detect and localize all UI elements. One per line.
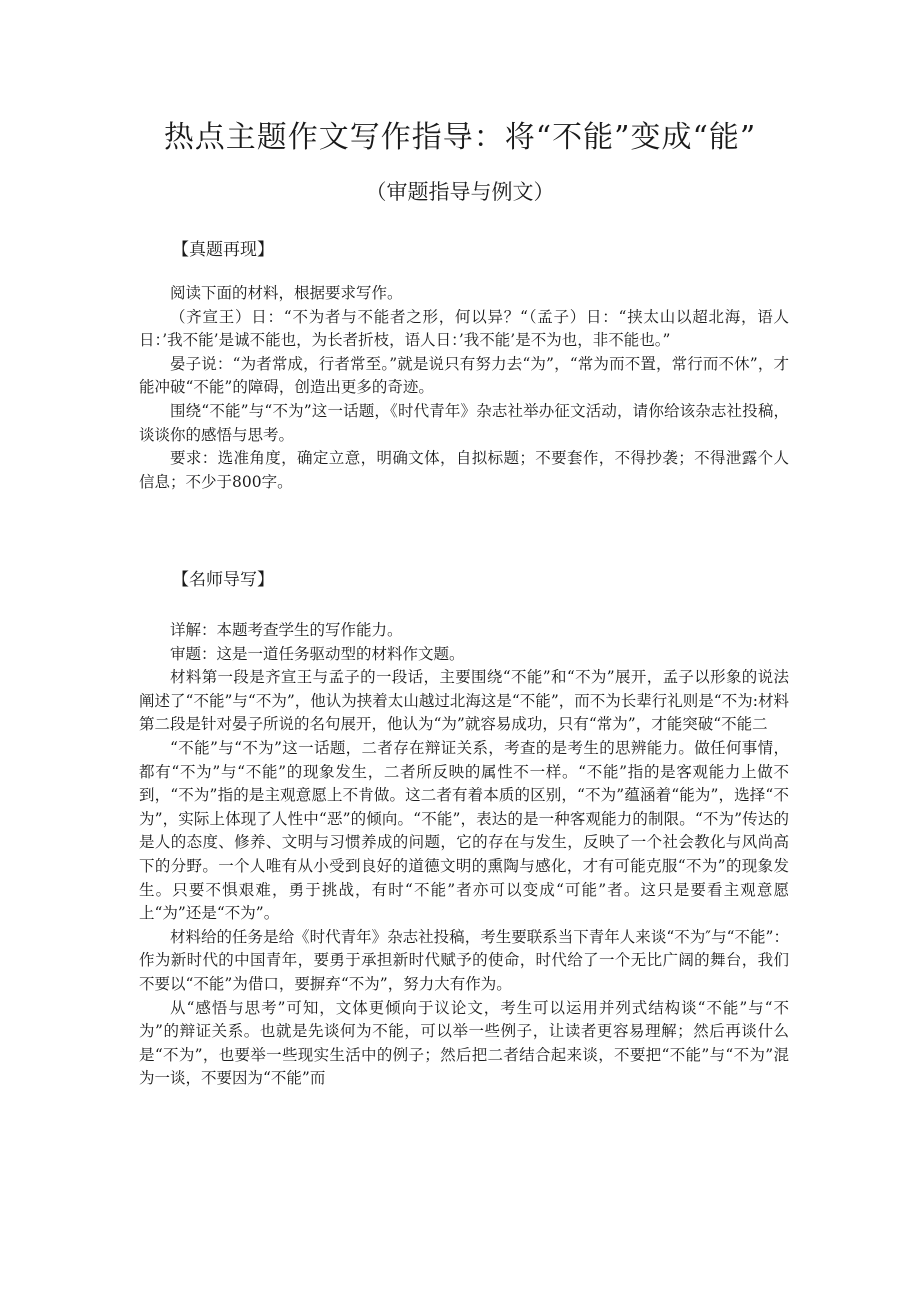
section-teacher-guide-body [139,619,789,1091]
paragraph: 材料给的任务是给《时代青年》杂志社投稿，考生要联系当下青年人来谈“不为″与“不能”：作为新时代的中国青年，要勇于承担新时代赋予的使命，时代给了一个无比广阔的舞台，我们不要以“不能”为借口，要摒弃“不为”，努力大有作为。 [139,927,789,993]
paragraph: 阅读下面的材料，根据要求写作。 [170,284,403,302]
paragraph: 审题：这是一道任务驱动型的材料作文题。 [170,644,465,663]
paragraph: 要求：选准角度，确定立意，明确文体，自拟标题；不要套作，不得抄袭；不得泄露个人信息；不少于800字。 [139,449,789,491]
document-title: 热点主题作文写作指导：将“不能”变成“能” [163,120,757,155]
paragraph: （齐宣王）日：“不为者与不能者之形，何以异？“（孟子）日：“挟太山以超北海，语人日：’我不能’是诚不能也，为长者折枝，语人日：’我不能’是不为也，非不能也。” [139,307,789,350]
section-heading-real-exam: 【真题再现】 [172,240,274,260]
section-real-exam-body [139,282,789,494]
paragraph: 详解：本题考查学生的写作能力。 [170,621,403,639]
paragraph: 材料第一段是齐宣王与孟子的一段话，主要围绕“不能”和“不为”展开，孟子以形象的说法阐述了“不能”与“不为”，他认为挟着太山越过北海这是“不能”，而不为长辈行礼则是“不为:材料第二段是针对晏子所说的名句展开，他认为“为”就容易成功，只有“常为”，才能突破“不能二 [139,668,789,734]
paragraph: 从“感悟与思考”可知，文体更倾向于议论文，考生可以运用并列式结构谈“不能”与“不为”的辩证关系。也就是先谈何为不能，可以举一些例子，让读者更容易理解；然后再谈什么是“不为”，也要举一些现实生活中的例子；然后把二者结合起来谈，不要把“不能”与“不为”混为一谈，不要因为“不能”而 [139,998,789,1088]
paragraph: 晏子说：“为者常成，行者常至。”就是说只有努力去“为”，“常为而不置，常行而不休”，才能冲破“不能”的障碍，创造出更多的奇迹。 [139,354,789,397]
section-heading-teacher-guide: 【名师导写】 [172,570,274,590]
paragraph: 围绕“不能”与“不为”这一话题，《时代青年》杂志社举办征文活动，请你给该杂志社投稿，谈谈你的感悟与思考。 [139,401,789,444]
paragraph: “不能”与“不为”这一话题，二者存在辩证关系，考查的是考生的思辨能力。做任何事情，都有“不为”与“不能”的现象发生，二者所反映的属性不一样。“不能”指的是客观能力上做不到，“不为”指的是主观意愿上不肯做。这二者有着本质的区别，“不为”蕴涵着“能为”，选择“不为”，实际上体现了人性中“恶”的倾向。“不能”，表达的是一种客观能力的制限。“不为”传达的是人的态度、修养、文明与习惯养成的问题，它的存在与发生，反映了一个社会教化与风尚高下的分野。一个人唯有从小受到良好的道德文明的熏陶与感化，才有可能克服“不为”的现象发生。只要不惧艰难，勇于挑战，有时“不能”者亦可以变成“可能”者。这只是要看主观意愿上“为”还是“不为”。 [139,738,789,923]
document-subtitle: （审题指导与例文） [365,180,555,204]
